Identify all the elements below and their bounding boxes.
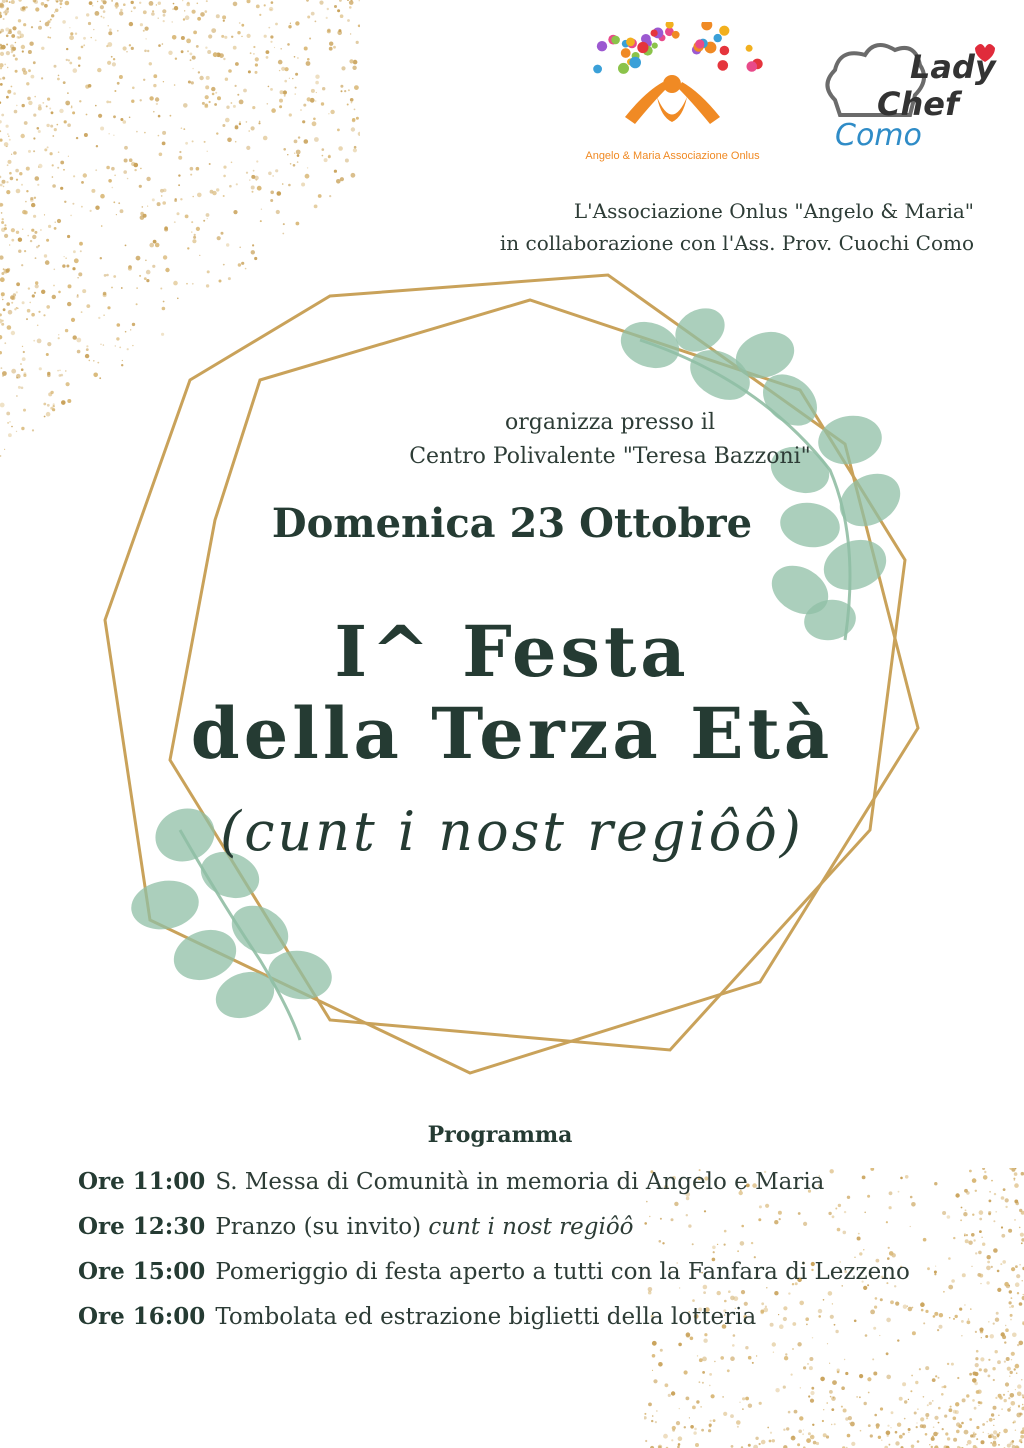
ladychef-como-text: Como bbox=[835, 118, 922, 153]
intro-line-1: organizza presso il bbox=[505, 410, 715, 435]
programme-time: Ore 15:00 bbox=[78, 1258, 206, 1285]
ladychef-lady-text: Lady bbox=[910, 48, 996, 86]
programme-row bbox=[78, 1258, 910, 1285]
venue-intro bbox=[380, 406, 840, 474]
programme-text: Tombolata ed estrazione biglietti della lotteria bbox=[215, 1304, 757, 1330]
event-title-line-2: della Terza Età bbox=[190, 692, 834, 775]
programme-time: Ore 16:00 bbox=[78, 1303, 206, 1330]
programme-row bbox=[78, 1168, 824, 1195]
programme-time: Ore 11:00 bbox=[78, 1168, 206, 1195]
ladychef-chef-text: Chef bbox=[877, 85, 959, 123]
programme-row bbox=[78, 1303, 756, 1330]
programme-row bbox=[78, 1213, 634, 1240]
programme-text-italic: cunt i nost regiôô bbox=[428, 1214, 634, 1240]
programme-heading: Programma bbox=[427, 1122, 573, 1148]
intro-line-2: Centro Polivalente "Teresa Bazzoni" bbox=[409, 444, 811, 469]
programme-text: Pranzo (su invito) bbox=[215, 1214, 429, 1240]
association-logo-caption: Angelo & Maria Associazione Onlus bbox=[585, 150, 760, 162]
event-subtitle: (cunt i nost regiôô) bbox=[220, 800, 804, 863]
programme-text: Pomeriggio di festa aperto a tutti con la Fanfara di Lezzeno bbox=[215, 1259, 910, 1285]
event-date: Domenica 23 Ottobre bbox=[271, 500, 753, 547]
programme-time: Ore 12:30 bbox=[78, 1213, 206, 1240]
header-line-2: in collaborazione con l'Ass. Prov. Cuochi Como bbox=[499, 231, 974, 255]
programme-text: S. Messa di Comunità in memoria di Angelo e Maria bbox=[215, 1169, 825, 1195]
event-title-line-1: I^ Festa bbox=[334, 610, 690, 693]
header-line-1: L'Associazione Onlus "Angelo & Maria" bbox=[573, 199, 974, 223]
